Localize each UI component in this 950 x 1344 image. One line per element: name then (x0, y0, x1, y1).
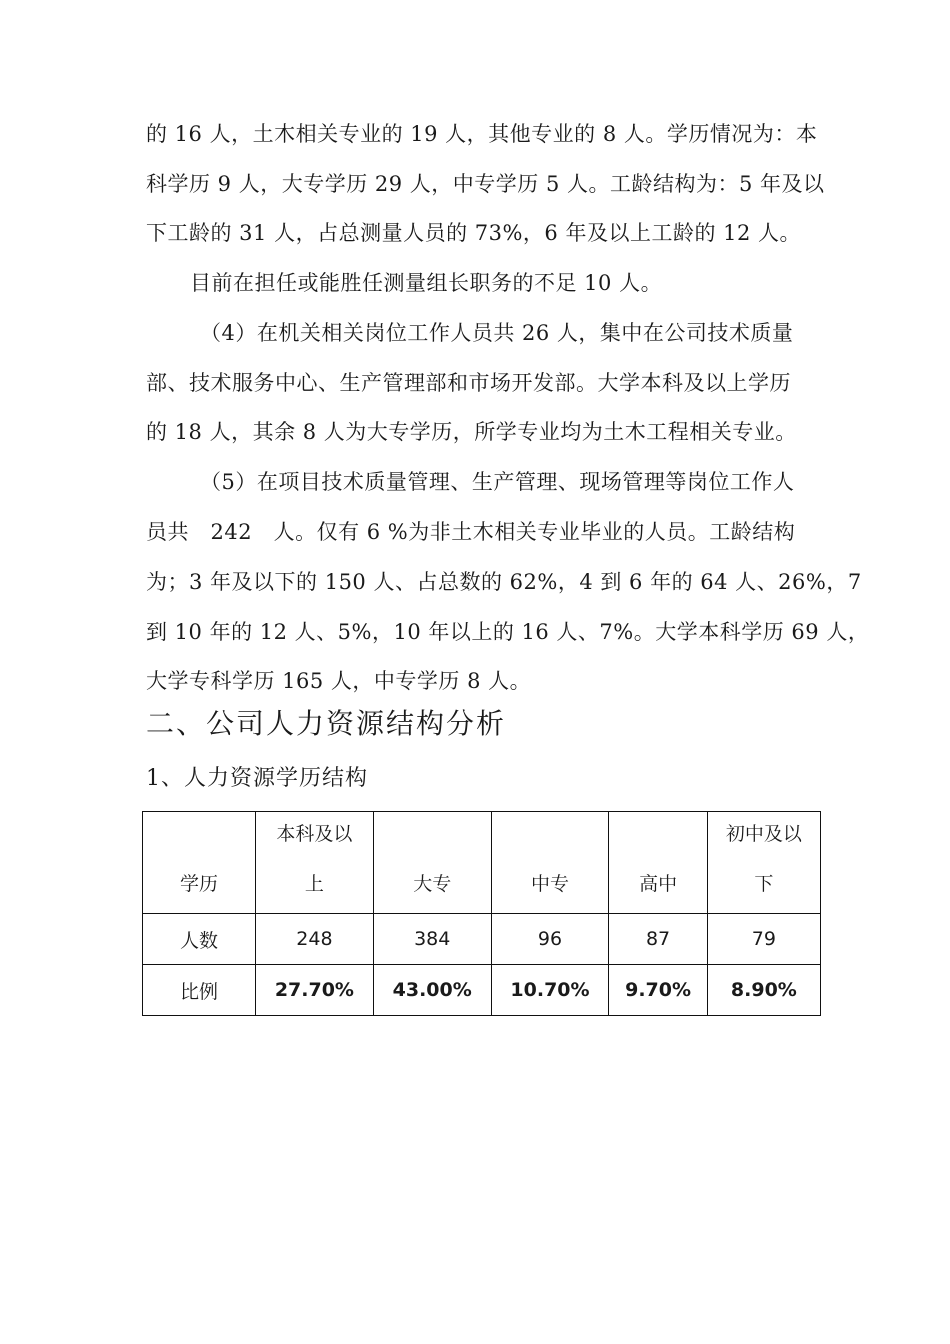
header-text: 本科及以 (276, 823, 353, 845)
header-cell (256, 812, 374, 914)
paragraph-line: 部、技术服务中心、生产管理部和市场开发部。大学本科及以上学历 (146, 371, 791, 395)
paragraph-line: 员共 242 人。仅有 6 %为非土木相关专业毕业的人员。工龄结构 (146, 520, 796, 544)
table-cell: 96 (491, 914, 609, 965)
table-header-row (143, 812, 821, 914)
paragraph-line: 大学专科学历 165 人，中专学历 8 人。 (146, 669, 532, 693)
table-cell: 10.70% (491, 965, 609, 1016)
header-cell (491, 812, 609, 914)
education-structure-table (142, 811, 821, 1016)
section-heading: 二、公司人力资源结构分析 (146, 707, 507, 740)
header-text: 高中 (639, 873, 678, 895)
header-text: 中专 (530, 873, 569, 895)
header-label: 学历 (179, 873, 218, 895)
table-cell: 43.00% (373, 965, 491, 1016)
paragraph-line: 目前在担任或能胜任测量组长职务的不足 10 人。 (190, 271, 663, 295)
table-cell: 79 (707, 914, 820, 965)
table-cell: 9.70% (609, 965, 707, 1016)
paragraph-line: （5）在项目技术质量管理、生产管理、现场管理等岗位工作人 (200, 470, 795, 494)
row-label: 人数 (143, 914, 256, 965)
paragraph-line: 到 10 年的 12 人、5%，10 年以上的 16 人、7%。大学本科学历 69 人， (146, 620, 870, 644)
header-cell (143, 812, 256, 914)
paragraph-line: 的 18 人，其余 8 人为大专学历，所学专业均为土木工程相关专业。 (146, 420, 797, 444)
table-cell: 87 (609, 914, 707, 965)
paragraph-line: 的 16 人，土木相关专业的 19 人，其他专业的 8 人。学历情况为：本 (146, 122, 818, 146)
header-text: 大专 (413, 873, 452, 895)
header-text: 下 (754, 873, 774, 895)
header-cell (609, 812, 707, 914)
header-cell (373, 812, 491, 914)
table-cell: 8.90% (707, 965, 820, 1016)
table-cell: 248 (256, 914, 374, 965)
table-row (143, 914, 821, 965)
subsection-heading: 1、人力资源学历结构 (146, 766, 368, 791)
paragraph-line: （4）在机关相关岗位工作人员共 26 人，集中在公司技术质量 (200, 321, 794, 345)
table-row (143, 965, 821, 1016)
table-cell: 27.70% (256, 965, 374, 1016)
header-cell (707, 812, 820, 914)
table-cell: 384 (373, 914, 491, 965)
header-text: 初中及以 (725, 823, 802, 845)
paragraph-line: 为；3 年及以下的 150 人、占总数的 62%，4 到 6 年的 64 人、26%，7 (146, 570, 862, 594)
row-label: 比例 (143, 965, 256, 1016)
header-text: 上 (304, 873, 324, 895)
paragraph-line: 下工龄的 31 人，占总测量人员的 73%，6 年及以上工龄的 12 人。 (146, 221, 802, 245)
paragraph-line: 科学历 9 人，大专学历 29 人，中专学历 5 人。工龄结构为：5 年及以 (146, 172, 825, 196)
